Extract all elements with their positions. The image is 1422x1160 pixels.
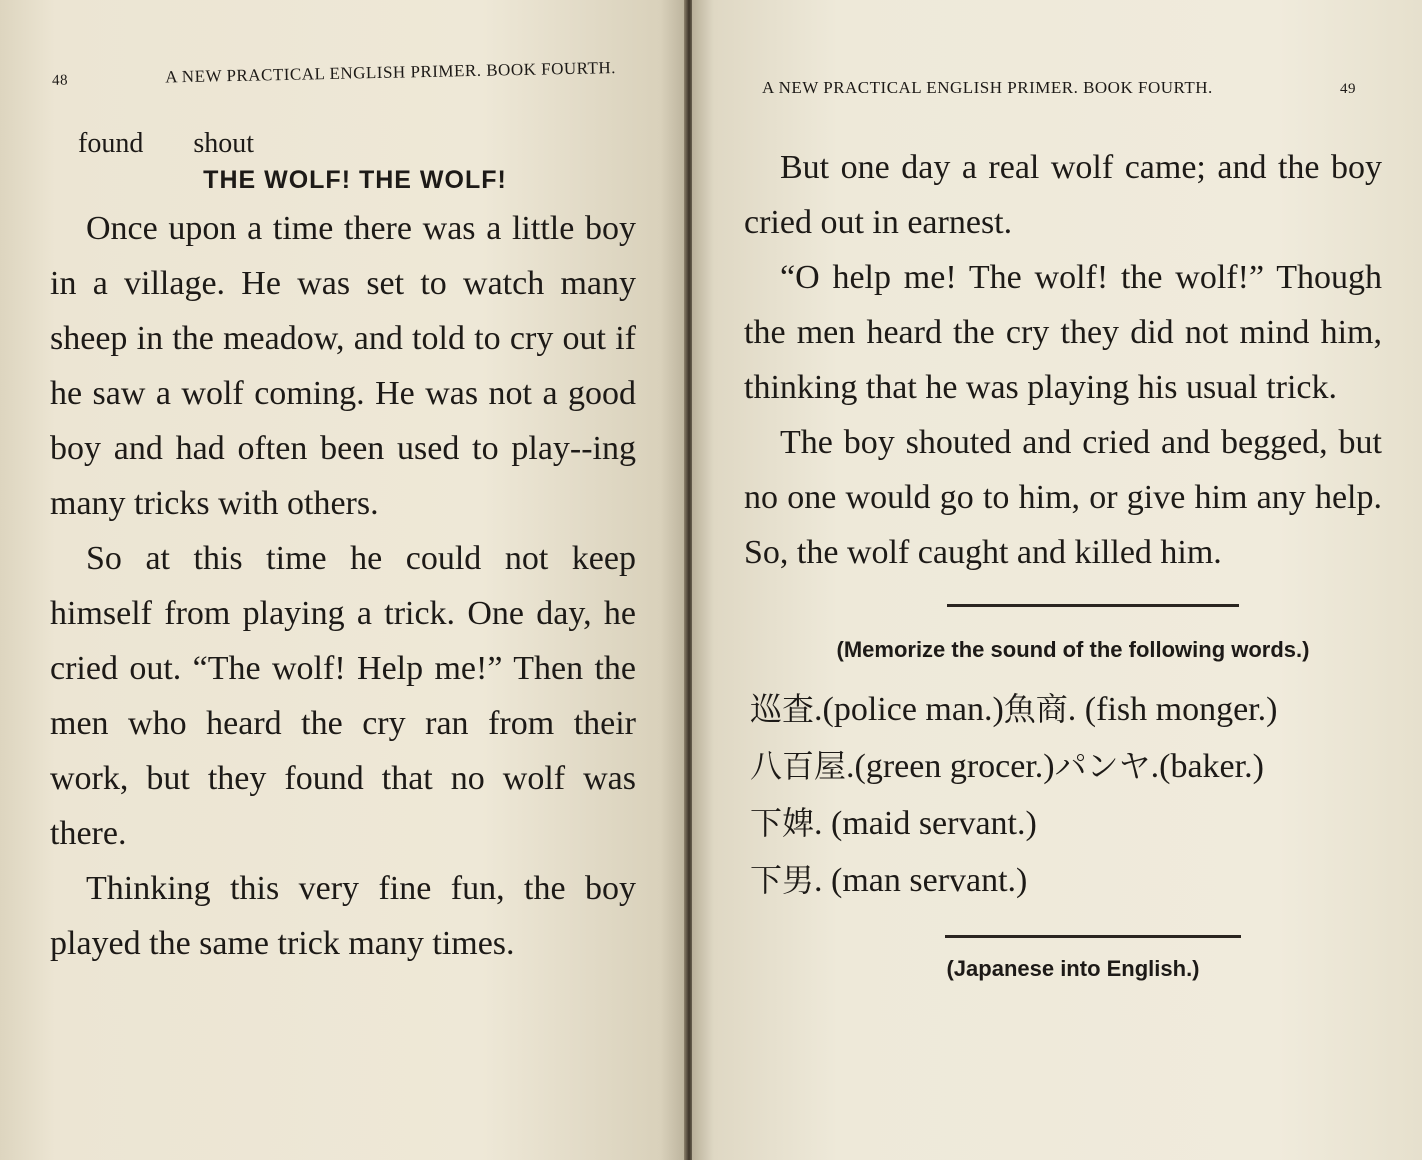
left-vocab-words	[78, 128, 636, 160]
left-page-number: 48	[51, 72, 69, 89]
vocab-word: shout	[193, 128, 255, 159]
vocab-line	[744, 681, 1382, 738]
en-gloss: .(police man.)	[814, 691, 1004, 728]
en-gloss: .(baker.)	[1150, 748, 1264, 785]
right-head-title: A NEW PRACTICAL ENGLISH PRIMER. BOOK FOURTH.	[762, 78, 1213, 97]
divider-rule	[947, 604, 1239, 607]
paragraph: Once upon a time there was a little boy in a village. He was set to watch many sheep in the meadow, and told to cry out if he saw a wolf coming. He was not a good boy and had often been used to play--ing many tricks with others.	[50, 210, 636, 522]
divider-rule	[945, 935, 1241, 938]
jp-word: 下婢	[750, 804, 815, 842]
left-running-head	[44, 58, 636, 90]
jp-word: 巡査	[750, 690, 815, 728]
en-gloss: . (man servant.)	[814, 862, 1028, 899]
left-page	[0, 0, 688, 1160]
left-head-title: A NEW PRACTICAL ENGLISH PRIMER. BOOK FOURTH.	[165, 58, 617, 87]
right-page	[692, 0, 1422, 1160]
memorize-instruction: (Memorize the sound of the following words.)	[836, 637, 1310, 662]
translation-instruction: (Japanese into English.)	[946, 956, 1200, 981]
jp-word: 下男	[750, 861, 815, 899]
vocab-line	[744, 852, 1382, 909]
right-page-number: 49	[1340, 81, 1356, 97]
en-gloss: .(green grocer.)	[846, 748, 1055, 785]
jp-word: 八百屋	[750, 747, 847, 785]
jp-word: パンヤ	[1054, 747, 1151, 785]
paragraph: The boy shouted and cried and begged, but no one would go to him, or give him any help. So, the wolf caught and killed him.	[744, 424, 1382, 571]
en-gloss: . (maid servant.)	[814, 805, 1037, 842]
vocab-word: found	[78, 128, 144, 159]
vocab-line	[744, 795, 1382, 852]
jp-word: 魚商	[1003, 690, 1068, 728]
paragraph: Thinking this very fine fun, the boy played the same trick many times.	[50, 870, 636, 962]
paragraph: So at this time he could not keep himself from playing a trick. One day, he cried out. “The wolf! Help me!” Then the men who heard the cry ran from their work, but they found that no wolf was there.	[50, 540, 636, 852]
en-gloss: . (fish monger.)	[1067, 691, 1278, 728]
story-title: THE WOLF! THE WOLF!	[203, 166, 507, 194]
paragraph: “O help me! The wolf! the wolf!” Though the men heard the cry they did not mind him, thinking that he was playing his usual trick.	[744, 259, 1382, 406]
right-running-head	[744, 78, 1382, 98]
vocab-line	[744, 738, 1382, 795]
paragraph: But one day a real wolf came; and the boy cried out in earnest.	[744, 149, 1382, 241]
